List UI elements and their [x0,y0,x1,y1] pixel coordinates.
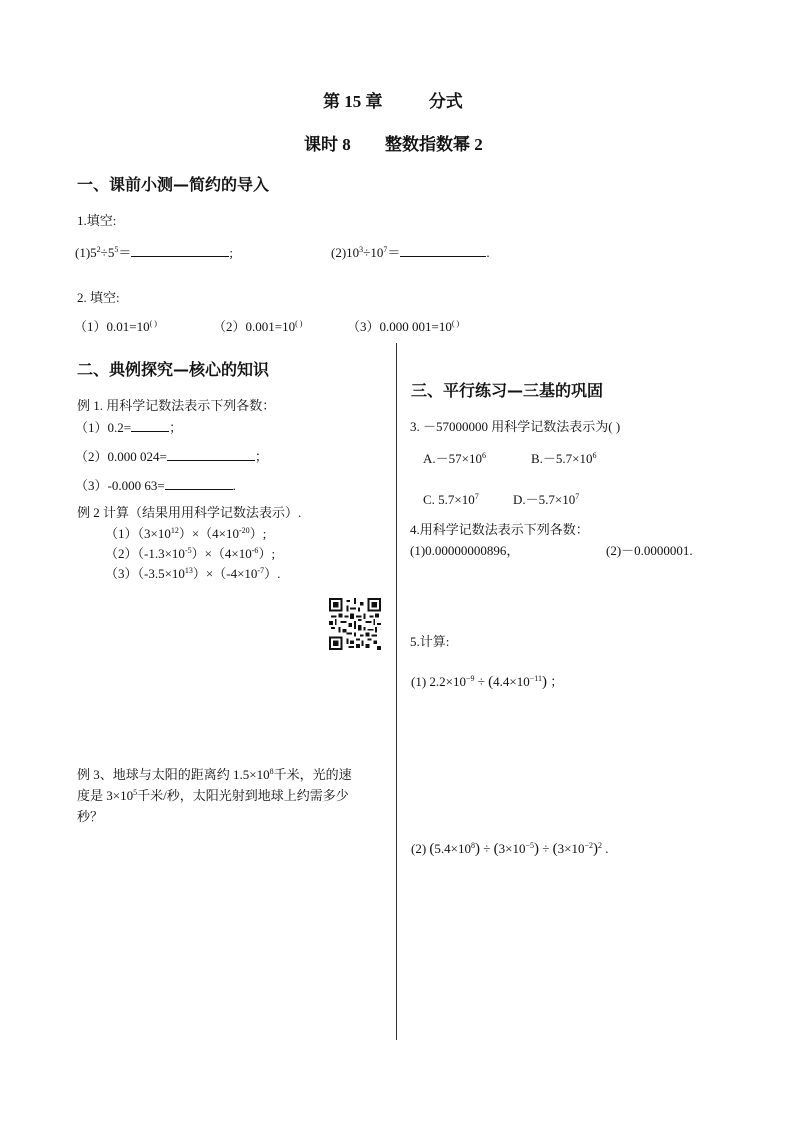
lesson-number: 课时 8 [304,135,351,154]
q4-item-2: (2)－0.0000001. [606,543,693,558]
ex1-label: 例 1. 用科学记数法表示下列各数： [77,398,276,413]
chapter-title [323,87,463,112]
ex3-text: 例 3、地球与太阳的距离约 $1.5\times 10^8$千米，光的速 度是 $3\times 10^5$千米/秒，太阳光射到地球上约需多少 秒？ [77,767,352,824]
q1-part-1: $(1)5^2\div 5^5=$ ; [75,245,233,260]
q4-item-1: (1)0.00000000896， [410,543,520,558]
section-3-title: 三、平行练习—三基的巩固 [411,381,604,400]
q5-problem-1: (1) $2.2\times 10^{-9} \div (4.4\times 10^{-11})$ ； [411,674,564,690]
lesson-name: 整数指数幂 2 [385,135,483,154]
chapter-number: 第 15 章 [323,92,383,111]
ex1-item-2: （2）0.000 024= ； [75,449,268,464]
q3-option-b[interactable]: $B.-5.7\times 10^6$ [531,451,597,466]
q5-problem-2: (2) $(5.4\times 10^8) \div (3\times 10^{-5}) \div (3\times 10^{-2})^2$ . [411,841,609,857]
answer-blank[interactable] [131,418,169,432]
answer-blank[interactable] [400,243,486,257]
section-2-title: 二、典例探究—核心的知识 [77,360,270,379]
q1-part-2: $(2)10^3\div 10^7=$ . [331,245,490,260]
column-divider [396,343,397,1040]
q2-item-2: （2）0.001=10( ) [213,319,303,334]
q3-option-d[interactable]: $D.-5.7\times 10^7$ [513,492,580,507]
ex1-item-1: （1）0.2= ； [75,420,183,435]
q2-item-1: （1）0.01=10( ) [74,319,157,334]
q1-label: 1.填空: [77,213,117,228]
q3-option-c[interactable]: C. $5.7\times 10^7$ [423,492,479,507]
answer-blank[interactable] [131,243,229,257]
answer-blank[interactable] [167,447,255,461]
qr-code-icon[interactable] [328,598,382,650]
ex2-label: 例 2 计算（结果用用科学记数法表示）. [77,505,302,520]
ex1-item-3: （3）-0.000 63= . [75,478,236,493]
chapter-name: 分式 [428,92,463,111]
answer-blank[interactable] [165,476,233,490]
ex2-item-1: $(1)(3\times 10^{12})\times(4\times 10^{-20})$; [105,526,267,541]
q3-stem: 3. －57000000 用科学记数法表示为( ) [410,419,621,434]
lesson-title [304,130,483,155]
q2-label: 2. 填空: [77,290,120,305]
q2-item-3: （3）0.000 001=10( ) [347,319,460,334]
section-1-title: 一、课前小测—简约的导入 [77,175,270,194]
ex2-item-2: $(2)(-1.3\times 10^{-5})\times(4\times 10^{-6})$; [105,546,276,561]
ex2-item-3: $(3)(-3.5\times 10^{13})\times(-4\times 10^{-7})$. [105,566,281,581]
q4-label: 4.用科学记数法表示下列各数： [410,522,589,537]
q3-option-a[interactable]: $A.-57\times 10^6$ [423,451,486,466]
q5-label: 5.计算: [410,634,450,649]
